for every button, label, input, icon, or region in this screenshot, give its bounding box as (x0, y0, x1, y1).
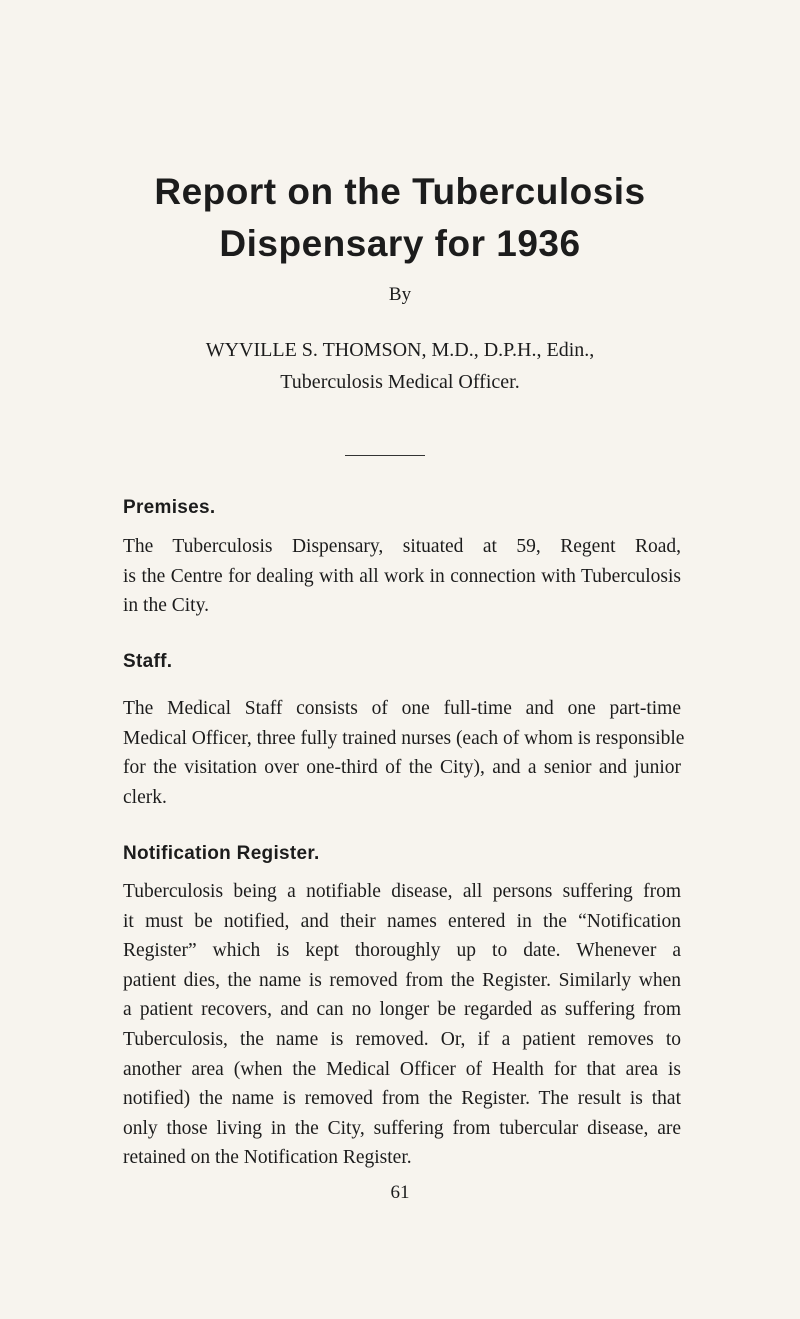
text-line: only those living in the City, suffering from tubercular disease, are (123, 1117, 681, 1139)
section-body-notification-register (123, 877, 681, 1173)
text-line: clerk. (123, 786, 167, 808)
text-line: is the Centre for dealing with all work in connection with Tuberculosis (123, 565, 681, 587)
author-name: WYVILLE S. THOMSON, M.D., D.P.H., Edin., (205, 339, 595, 361)
author-role: Tuberculosis Medical Officer. (280, 371, 520, 393)
text-line: notified) the name is removed from the Register. The result is that (123, 1088, 681, 1110)
section-heading-staff: Staff. (123, 651, 173, 672)
text-line: a patient recovers, and can no longer be regarded as suffering from (123, 999, 681, 1021)
text-line: The Tuberculosis Dispensary, situated at 59, Regent Road, (123, 536, 681, 557)
text-line: Register” which is kept thoroughly up to date. Whenever a (123, 940, 681, 962)
byline-label: By (388, 284, 412, 305)
report-title-line-1: Report on the Tuberculosis (154, 171, 646, 212)
text-line: in the City. (123, 595, 209, 617)
section-heading-notification-register: Notification Register. (123, 843, 320, 864)
text-line: another area (when the Medical Officer of Health for that area is (123, 1058, 681, 1080)
text-line: it must be notified, and their names entered in the “Notification (123, 910, 681, 932)
text-line: Medical Officer, three fully trained nurses (each of whom is responsible (123, 727, 685, 749)
section-body-staff (123, 694, 685, 812)
section-heading-premises: Premises. (123, 497, 216, 518)
text-line: retained on the Notification Register. (123, 1147, 412, 1169)
report-title (0, 166, 800, 270)
section-body-premises (123, 532, 681, 621)
author-block (0, 334, 800, 398)
report-title-line-2: Dispensary for 1936 (219, 223, 581, 264)
page-number: 61 (390, 1182, 410, 1203)
text-line: Tuberculosis, the name is removed. Or, if a patient removes to (123, 1028, 681, 1050)
text-line: patient dies, the name is removed from the Register. Similarly when (123, 969, 681, 991)
text-line: Tuberculosis being a notifiable disease, all persons suffering from (123, 881, 681, 902)
text-line: The Medical Staff consists of one full-time and one part-time (123, 698, 681, 719)
section-divider (345, 455, 425, 456)
text-line: for the visitation over one-third of the City), and a senior and junior (123, 757, 681, 779)
